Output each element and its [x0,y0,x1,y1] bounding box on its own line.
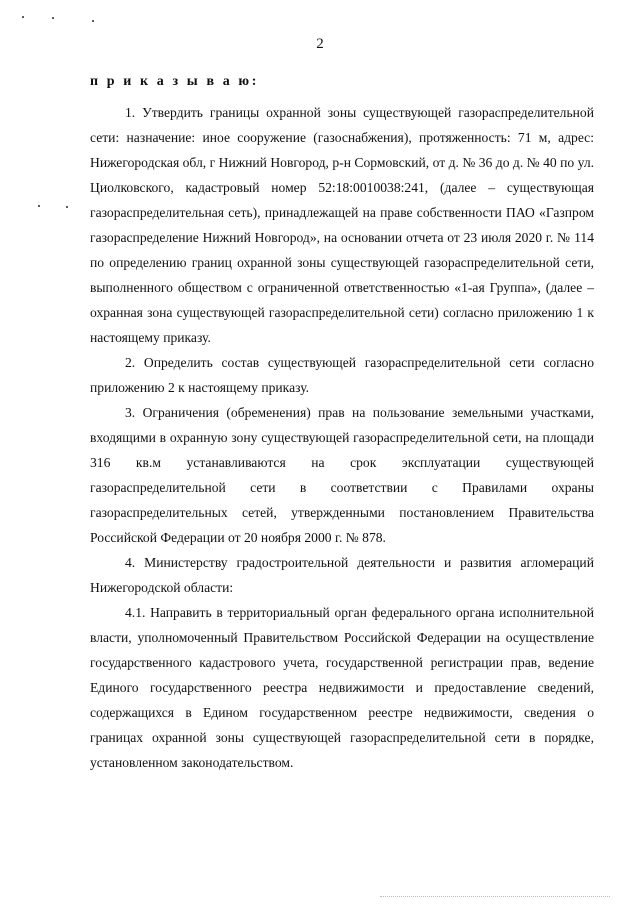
scan-speck [92,20,94,22]
paragraph-3: 3. Ограничения (обременения) прав на пользование земельными участками, входящими в охранную зону существующей газораспределительной сети, на площади 316 кв.м устанавливаются на срок эксплуатации существующей газораспределительной сети в соответствии с Правилами охраны газораспределительных сетей, утвержденными постановлением Правительства Российской Федерации от 20 ноября 2000 г. № 878. [90,405,594,545]
paragraph-4: 4. Министерству градостроительной деятельности и развития агломераций Нижегородской области: [90,555,594,595]
order-lead: п р и к а з ы в а ю: [90,74,259,89]
scan-speck [38,205,40,207]
scan-speck [66,206,68,208]
scan-divider [380,896,610,897]
paragraph-4-1: 4.1. Направить в территориальный орган федерального органа исполнительной власти, уполномоченный Правительством Российской Федерации на осуществление государственного кадастрового учета, государственной регистрации прав, ведение Единого государственного реестра недвижимости и предоставление сведений, содержащихся в Едином государственном реестре недвижимости, сведения о границах охранной зоны существующей газораспределительной сети в порядке, установленном законодательством. [90,605,594,770]
order-body [90,100,594,775]
scan-speck [52,17,54,19]
paragraph-2: 2. Определить состав существующей газораспределительной сети согласно приложению 2 к настоящему приказу. [90,355,594,395]
scan-speck [22,16,24,18]
page-number: 2 [316,36,324,52]
paragraph-1: 1. Утвердить границы охранной зоны существующей газораспределительной сети: назначение: иное сооружение (газоснабжения), протяженность: 71 м, адрес: Нижегородская обл, г Нижний Новгород, р-н Сормовский, от д. № 36 до д. № 40 по ул. Циолковского, кадастровый номер 52:18:0010038:241, (далее – существующая газораспределительная сеть), принадлежащей на праве собственности ПАО «Газпром газораспределение Нижний Новгород», на основании отчета от 23 июля 2020 г. № 114 по определению границ охранной зоны существующей газораспределительной сети, выполненного обществом с ограниченной ответственностью «1-ая Группа», (далее – охранная зона существующей газораспределительной сети) согласно приложению 1 к настоящему приказу. [90,105,594,345]
